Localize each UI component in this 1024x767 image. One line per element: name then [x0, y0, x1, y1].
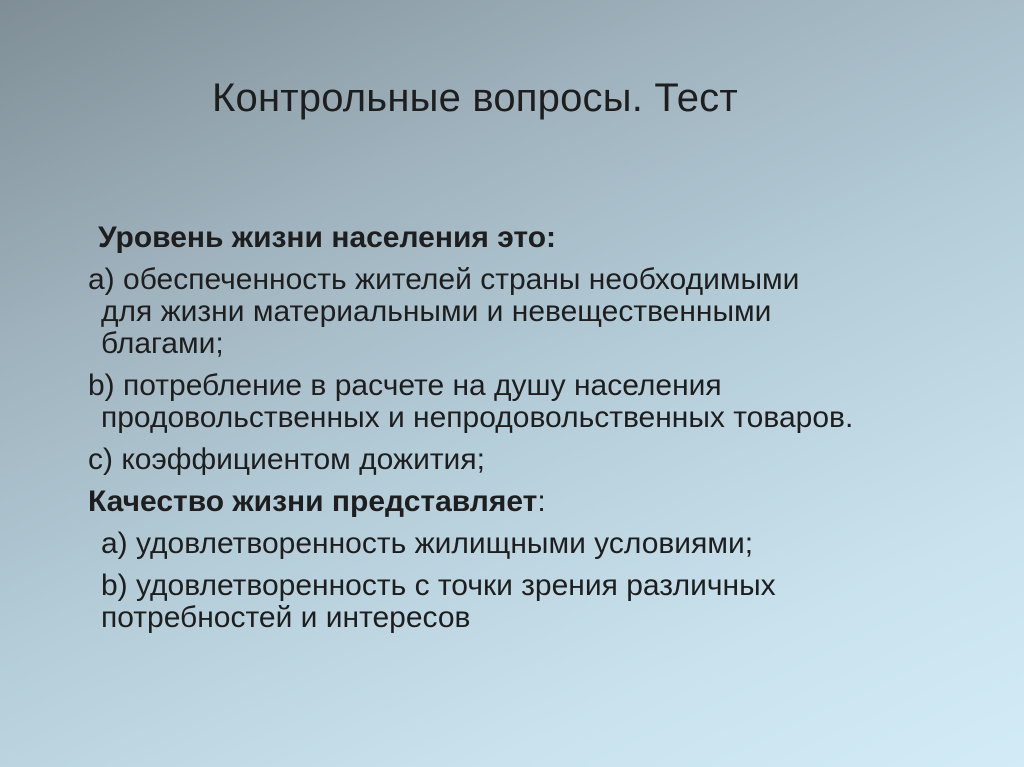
- slide-title: Контрольные вопросы. Тест: [212, 76, 738, 120]
- question-1-option-a-line-2: для жизни материальными и невещественными: [101, 295, 772, 328]
- question-2-heading-colon: :: [537, 485, 546, 518]
- question-1-option-b-line-1: b) потребление в расчете на душу населения: [88, 369, 722, 402]
- question-2-heading-text: Качество жизни представляет: [88, 485, 538, 518]
- question-2-heading: [88, 486, 546, 518]
- question-1-option-b-line-2: продовольственных и непродовольственных товаров.: [101, 401, 854, 434]
- question-1-option-c-line-1: c) коэффициентом дожития;: [88, 443, 485, 476]
- question-1-option-a-line-1: a) обеспеченность жителей страны необходимыми: [88, 263, 800, 296]
- question-2-option-b-line-1: b) удовлетворенность с точки зрения различных: [101, 569, 776, 602]
- question-2-option-a-line-1: a) удовлетворенность жилищными условиями;: [101, 527, 754, 560]
- question-1-option-a-line-3: благами;: [101, 327, 224, 360]
- question-1-heading: Уровень жизни населения это:: [98, 221, 557, 254]
- question-2-option-b-line-2: потребностей и интересов: [101, 601, 471, 634]
